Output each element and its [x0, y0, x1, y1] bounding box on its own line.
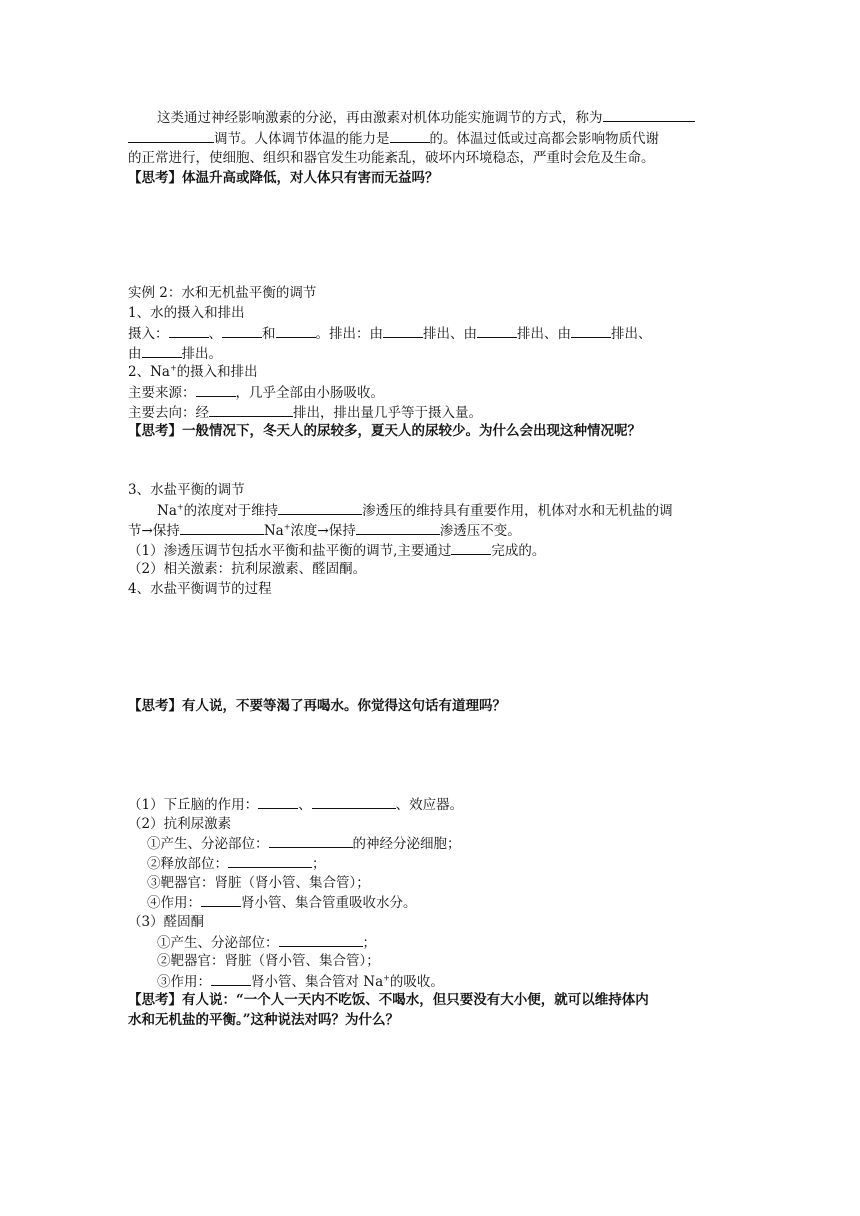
heading-balance: 3、水盐平衡的调节 [128, 482, 245, 498]
blank[interactable] [211, 971, 251, 986]
aldosterone-item-2: ②靶器官：肾脏（肾小管、集合管）； [157, 953, 380, 969]
aldosterone-item-1: ①产生、分泌部位： ； [157, 932, 376, 953]
balance-item-2: （2）相关激素：抗利尿激素、醛固酮。 [128, 561, 367, 577]
blank[interactable] [142, 343, 182, 358]
blank[interactable] [180, 520, 264, 535]
intro-line-2: 调节。人体调节体温的能力是 的。体温过低或过高都会影响物质代谢 [128, 128, 659, 149]
blank[interactable] [571, 323, 611, 338]
aldosterone-heading: （3）醛固酮 [128, 914, 205, 930]
blank[interactable] [169, 323, 209, 338]
blank[interactable] [312, 794, 396, 809]
heading-water: 1、水的摄入和排出 [128, 305, 245, 321]
think-question-1: 【思考】体温升高或降低，对人体只有害而无益吗？ [128, 170, 439, 186]
balance-item-1: （1）渗透压调节包括水平衡和盐平衡的调节,主要通过 完成的。 [128, 540, 545, 561]
water-output-line-2: 由 排出。 [128, 343, 222, 364]
heading-sodium: 2、Na+的摄入和排出 [128, 363, 258, 380]
example-title: 实例 2：水和无机盐平衡的调节 [128, 285, 317, 301]
adh-item-4: ④作用： 肾小管、集合管重吸收水分。 [147, 892, 417, 913]
heading-process: 4、水盐平衡调节的过程 [128, 581, 272, 597]
blank[interactable] [201, 892, 241, 907]
blank[interactable] [383, 323, 423, 338]
hypothalamus-role: （1）下丘脑的作用： 、 、效应器。 [128, 794, 463, 815]
blank[interactable] [451, 540, 491, 555]
aldosterone-item-3: ③作用： 肾小管、集合管对 Na+的吸收。 [157, 971, 444, 992]
adh-item-3: ③靶器官：肾脏（肾小管、集合管）； [147, 875, 370, 891]
blank[interactable] [278, 500, 362, 515]
think-question-3: 【思考】有人说，不要等渴了再喝水。你觉得这句话有道理吗？ [128, 698, 506, 714]
balance-line-1: Na+的浓度对于维持 渗透压的维持具有重要作用，机体对水和无机盐的调 [157, 500, 673, 521]
blank[interactable] [356, 520, 440, 535]
adh-item-1: ①产生、分泌部位： 的神经分泌细胞； [147, 833, 461, 854]
adh-item-2: ②释放部位： ； [147, 853, 326, 874]
blank[interactable] [258, 794, 298, 809]
intro-line-3: 的正常进行，使细胞、组织和器官发生功能紊乱，破坏内环境稳态，严重时会危及生命。 [128, 150, 655, 166]
blank[interactable] [209, 402, 293, 417]
blank[interactable] [477, 323, 517, 338]
think-question-4-line-1: 【思考】有人说：“一个人一天内不吃饭、不喝水，但只要没有大小便，就可以维持体内 [128, 992, 649, 1008]
blank[interactable] [196, 382, 236, 397]
blank[interactable] [222, 323, 262, 338]
blank[interactable] [390, 128, 430, 143]
sodium-dest-line: 主要去向：经 排出，排出量几乎等于摄入量。 [128, 402, 482, 423]
adh-heading: （2）抗利尿激素 [128, 816, 232, 832]
blank[interactable] [603, 107, 695, 122]
sodium-source-line: 主要来源： ，几乎全部由小肠吸收。 [128, 382, 384, 403]
blank[interactable] [279, 932, 363, 947]
intro-line-1: 这类通过神经影响激素的分泌，再由激素对机体功能实施调节的方式，称为 [157, 107, 695, 128]
blank[interactable] [269, 833, 353, 848]
blank[interactable] [276, 323, 316, 338]
water-intake-output-line: 摄入： 、 和 。排出：由 排出、由 排出、由 排出、 [128, 323, 652, 344]
blank[interactable] [128, 128, 214, 143]
think-question-4-line-2: 水和无机盐的平衡。”这种说法对吗？为什么？ [128, 1012, 400, 1028]
blank[interactable] [228, 853, 312, 868]
think-question-2: 【思考】一般情况下，冬天人的尿较多，夏天人的尿较少。为什么会出现这种情况呢？ [128, 423, 641, 439]
balance-line-2: 节→保持 Na+浓度→保持 渗透压不变。 [128, 520, 521, 541]
